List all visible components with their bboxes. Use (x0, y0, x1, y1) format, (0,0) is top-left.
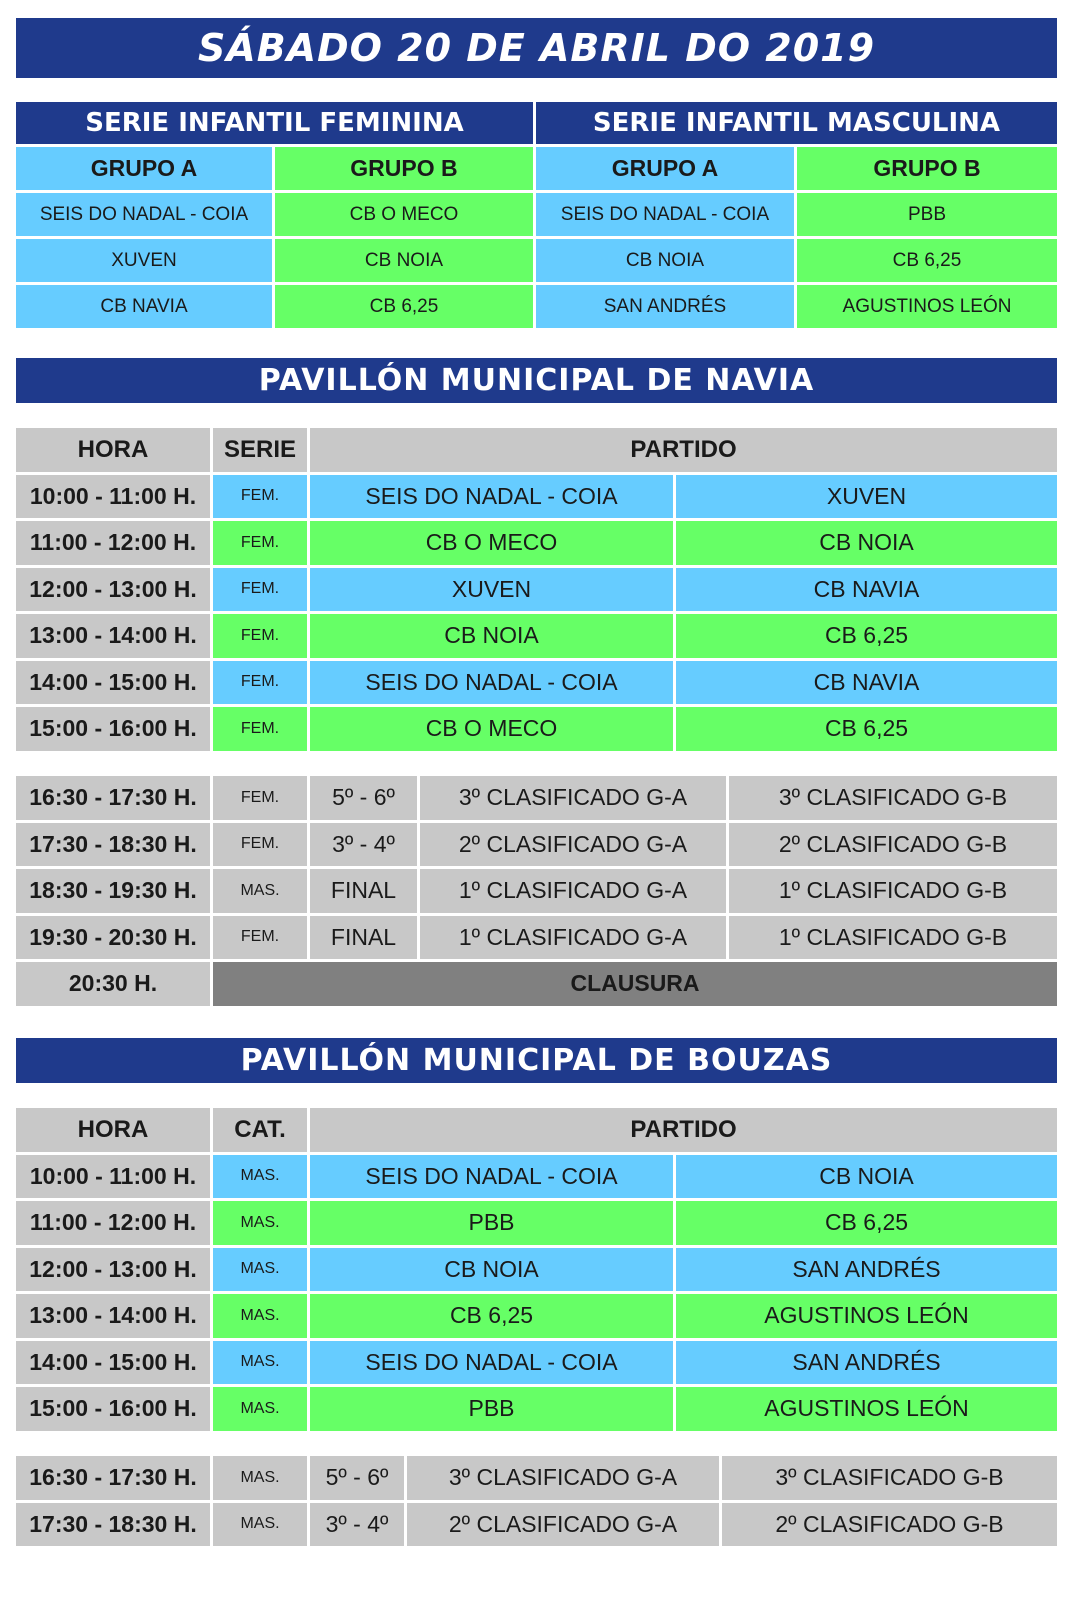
match-away-team: 1º CLASIFICADO G-B (729, 916, 1057, 963)
table-row (16, 962, 1057, 1009)
table-row (16, 869, 1057, 916)
table-row (16, 614, 1057, 661)
match-time: 10:00 - 11:00 H. (16, 1155, 213, 1202)
match-category: MAS. (213, 1387, 310, 1434)
match-home-team: SEIS DO NADAL - COIA (310, 1341, 676, 1388)
match-home-team: SEIS DO NADAL - COIA (310, 661, 676, 708)
match-category: MAS. (213, 869, 310, 916)
series-header-masculina: SERIE INFANTIL MASCULINA (536, 102, 1057, 147)
bouzas-classification-table (16, 1456, 1057, 1549)
venue-title-navia: PAVILLÓN MUNICIPAL DE NAVIA (16, 358, 1057, 403)
match-away-team: SAN ANDRÉS (676, 1248, 1057, 1295)
group-header: GRUPO A (16, 147, 275, 193)
venue-title-bouzas: PAVILLÓN MUNICIPAL DE BOUZAS (16, 1038, 1057, 1083)
match-away-team: CB 6,25 (676, 707, 1057, 754)
group-team: SEIS DO NADAL - COIA (16, 193, 275, 239)
match-time: 19:30 - 20:30 H. (16, 916, 213, 963)
col-header-serie: SERIE (213, 428, 310, 475)
group-team: XUVEN (16, 239, 275, 285)
group-team: SAN ANDRÉS (536, 285, 797, 331)
group-team: PBB (797, 193, 1057, 239)
match-home-team: CB O MECO (310, 521, 676, 568)
group-team: SEIS DO NADAL - COIA (536, 193, 797, 239)
table-row (16, 776, 1057, 823)
group-team: AGUSTINOS LEÓN (797, 285, 1057, 331)
match-category: FEM. (213, 475, 310, 522)
table-row (16, 475, 1057, 522)
table-row (16, 1155, 1057, 1202)
col-header-partido: PARTIDO (310, 428, 1057, 475)
match-away-team: 3º CLASIFICADO G-B (729, 776, 1057, 823)
match-home-team: PBB (310, 1201, 676, 1248)
group-team: CB NOIA (536, 239, 797, 285)
col-header-hora: HORA (16, 428, 213, 475)
match-time: 13:00 - 14:00 H. (16, 1294, 213, 1341)
table-row (16, 1387, 1057, 1434)
match-time: 18:30 - 19:30 H. (16, 869, 213, 916)
match-away-team: XUVEN (676, 475, 1057, 522)
match-category: FEM. (213, 521, 310, 568)
table-row (16, 1294, 1057, 1341)
match-home-team: 2º CLASIFICADO G-A (420, 823, 729, 870)
match-time: 15:00 - 16:00 H. (16, 1387, 213, 1434)
match-away-team: CB 6,25 (676, 614, 1057, 661)
match-home-team: CB NOIA (310, 614, 676, 661)
match-home-team: 2º CLASIFICADO G-A (407, 1503, 722, 1550)
match-category: MAS. (213, 1503, 310, 1550)
table-row (16, 661, 1057, 708)
match-category: MAS. (213, 1201, 310, 1248)
match-placement: 3º - 4º (310, 823, 420, 870)
match-placement: 3º - 4º (310, 1503, 407, 1550)
match-away-team: SAN ANDRÉS (676, 1341, 1057, 1388)
table-row (16, 1503, 1057, 1550)
match-home-team: SEIS DO NADAL - COIA (310, 1155, 676, 1202)
match-away-team: CB NAVIA (676, 568, 1057, 615)
table-row (16, 916, 1057, 963)
match-time: 17:30 - 18:30 H. (16, 1503, 213, 1550)
match-category: FEM. (213, 614, 310, 661)
match-away-team: 3º CLASIFICADO G-B (722, 1456, 1057, 1503)
match-away-team: CB NOIA (676, 1155, 1057, 1202)
col-header-hora: HORA (16, 1108, 213, 1155)
match-category: MAS. (213, 1248, 310, 1295)
series-header-feminina: SERIE INFANTIL FEMININA (16, 102, 536, 147)
match-away-team: CB NAVIA (676, 661, 1057, 708)
match-category: FEM. (213, 707, 310, 754)
table-row (16, 823, 1057, 870)
table-row (16, 1456, 1057, 1503)
closing-label: CLAUSURA (213, 962, 1057, 1009)
group-team: CB NAVIA (16, 285, 275, 331)
closing-time: 20:30 H. (16, 962, 213, 1009)
match-home-team: CB 6,25 (310, 1294, 676, 1341)
match-home-team: SEIS DO NADAL - COIA (310, 475, 676, 522)
navia-classification-table (16, 776, 1057, 1009)
match-time: 12:00 - 13:00 H. (16, 1248, 213, 1295)
match-home-team: 1º CLASIFICADO G-A (420, 869, 729, 916)
match-category: FEM. (213, 823, 310, 870)
group-team: CB 6,25 (797, 239, 1057, 285)
match-category: MAS. (213, 1155, 310, 1202)
match-placement: FINAL (310, 916, 420, 963)
table-row (16, 521, 1057, 568)
group-header: GRUPO B (275, 147, 536, 193)
match-home-team: 1º CLASIFICADO G-A (420, 916, 729, 963)
match-time: 13:00 - 14:00 H. (16, 614, 213, 661)
match-time: 11:00 - 12:00 H. (16, 1201, 213, 1248)
match-category: FEM. (213, 776, 310, 823)
page-title: SÁBADO 20 DE ABRIL DO 2019 (16, 18, 1057, 78)
bouzas-schedule-table (16, 1108, 1057, 1434)
group-header: GRUPO A (536, 147, 797, 193)
match-placement: FINAL (310, 869, 420, 916)
match-placement: 5º - 6º (310, 776, 420, 823)
match-time: 14:00 - 15:00 H. (16, 661, 213, 708)
table-row (16, 707, 1057, 754)
match-away-team: 2º CLASIFICADO G-B (722, 1503, 1057, 1550)
match-time: 10:00 - 11:00 H. (16, 475, 213, 522)
match-away-team: CB 6,25 (676, 1201, 1057, 1248)
col-header-partido: PARTIDO (310, 1108, 1057, 1155)
match-home-team: PBB (310, 1387, 676, 1434)
match-category: MAS. (213, 1456, 310, 1503)
match-time: 11:00 - 12:00 H. (16, 521, 213, 568)
match-category: MAS. (213, 1341, 310, 1388)
match-home-team: XUVEN (310, 568, 676, 615)
group-header: GRUPO B (797, 147, 1057, 193)
match-time: 16:30 - 17:30 H. (16, 776, 213, 823)
table-row (16, 1341, 1057, 1388)
groups-table (16, 102, 1057, 331)
match-home-team: CB O MECO (310, 707, 676, 754)
match-category: MAS. (213, 1294, 310, 1341)
match-time: 14:00 - 15:00 H. (16, 1341, 213, 1388)
match-time: 12:00 - 13:00 H. (16, 568, 213, 615)
match-category: FEM. (213, 568, 310, 615)
table-row (16, 1201, 1057, 1248)
group-team: CB 6,25 (275, 285, 536, 331)
match-time: 17:30 - 18:30 H. (16, 823, 213, 870)
match-category: FEM. (213, 661, 310, 708)
table-row (16, 568, 1057, 615)
match-time: 16:30 - 17:30 H. (16, 1456, 213, 1503)
match-home-team: CB NOIA (310, 1248, 676, 1295)
match-away-team: AGUSTINOS LEÓN (676, 1294, 1057, 1341)
group-team: CB NOIA (275, 239, 536, 285)
match-placement: 5º - 6º (310, 1456, 407, 1503)
group-team: CB O MECO (275, 193, 536, 239)
match-home-team: 3º CLASIFICADO G-A (420, 776, 729, 823)
navia-schedule-table (16, 428, 1057, 754)
match-away-team: 1º CLASIFICADO G-B (729, 869, 1057, 916)
match-home-team: 3º CLASIFICADO G-A (407, 1456, 722, 1503)
match-away-team: CB NOIA (676, 521, 1057, 568)
table-row (16, 1248, 1057, 1295)
match-away-team: 2º CLASIFICADO G-B (729, 823, 1057, 870)
match-category: FEM. (213, 916, 310, 963)
col-header-cat: CAT. (213, 1108, 310, 1155)
match-time: 15:00 - 16:00 H. (16, 707, 213, 754)
match-away-team: AGUSTINOS LEÓN (676, 1387, 1057, 1434)
